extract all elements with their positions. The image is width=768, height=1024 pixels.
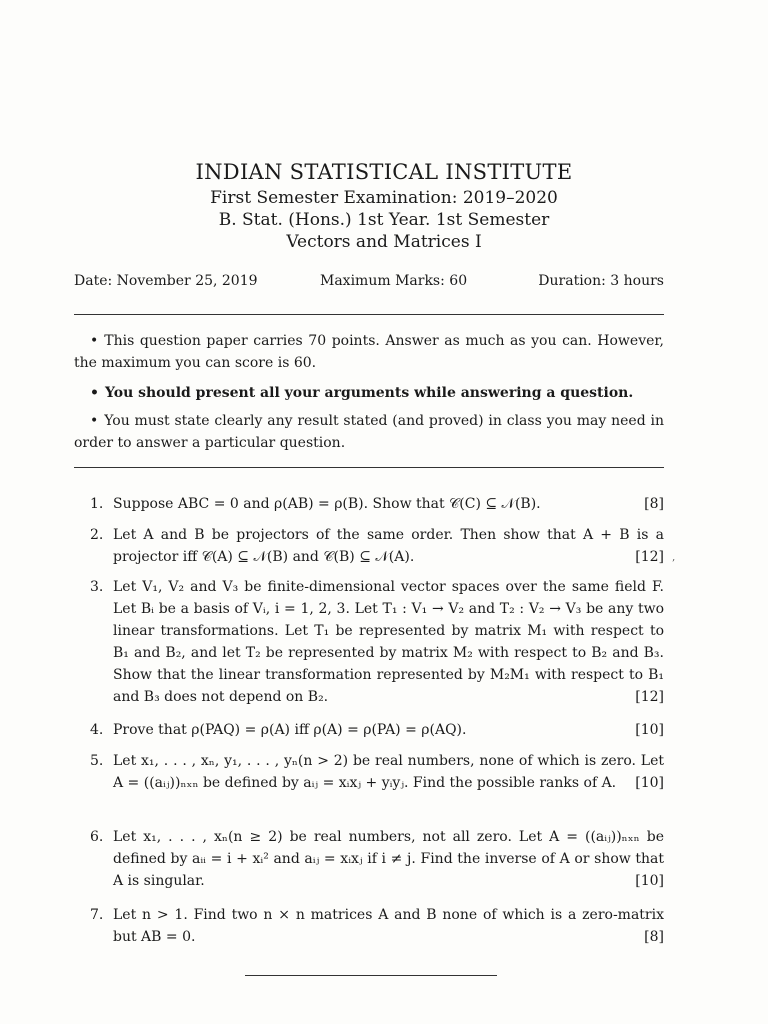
- question-text: Let A and B be projectors of the same order. Then show that A + B is a projector iff 𝒞(A) ⊆ 𝒩(B) and 𝒞(B) ⊆ 𝒩(A).: [113, 527, 664, 565]
- question-number: 6.: [90, 829, 104, 845]
- question-7: [90, 904, 664, 948]
- question-4: [90, 719, 664, 741]
- instruction-text: This question paper carries 70 points. Answer as much as you can. However, the maximum you can score is 60.: [74, 333, 664, 371]
- course-title: B. Stat. (Hons.) 1st Year. 1st Semester: [218, 210, 550, 230]
- question-number: 2.: [90, 527, 104, 543]
- instruction-text: You must state clearly any result stated (and proved) in class you may need in order to answer a particular question.: [74, 413, 664, 451]
- question-text: Let n > 1. Find two n × n matrices A and B none of which is a zero-matrix but AB = 0.: [113, 907, 664, 945]
- question-number: 4.: [90, 722, 104, 738]
- question-5: [90, 750, 664, 794]
- question-6: [90, 826, 664, 892]
- instruction-2: [74, 382, 664, 404]
- question-text: Suppose ABC = 0 and ρ(AB) = ρ(B). Show that 𝒞(C) ⊆ 𝒩(B).: [113, 496, 541, 512]
- subject-title: Vectors and Matrices I: [286, 232, 482, 252]
- instruction-1: [74, 330, 664, 374]
- exam-title: First Semester Examination: 2019–2020: [210, 188, 558, 208]
- question-text: Let x₁, . . . , xₙ(n ≥ 2) be real numbers, not all zero. Let A = ((aᵢⱼ))ₙₓₙ be defined by aᵢᵢ = i + xᵢ² and aᵢⱼ = xᵢxⱼ if i ≠ j. Find the inverse of A or show that A is singular.: [113, 829, 664, 889]
- question-marks: [10]: [635, 722, 664, 738]
- stray-mark: ‚: [672, 552, 676, 563]
- question-marks: [12]: [635, 549, 664, 565]
- question-marks: [12]: [635, 689, 664, 705]
- question-3: [90, 576, 664, 708]
- question-text: Let x₁, . . . , xₙ, y₁, . . . , yₙ(n > 2) be real numbers, none of which is zero. Let A = ((aᵢⱼ))ₙₓₙ be defined by aᵢⱼ = xᵢxⱼ + yᵢyⱼ. Find the possible ranks of A.: [113, 753, 664, 791]
- bullet-icon: •: [90, 413, 99, 429]
- question-number: 5.: [90, 753, 104, 769]
- institute-title: INDIAN STATISTICAL INSTITUTE: [195, 160, 573, 184]
- question-marks: [10]: [635, 775, 664, 791]
- instruction-text: You should present all your arguments while answering a question.: [104, 385, 634, 401]
- question-number: 3.: [90, 579, 104, 595]
- divider-top: [74, 314, 664, 315]
- instruction-3: [74, 410, 664, 454]
- question-marks: [8]: [644, 929, 664, 945]
- question-text: Prove that ρ(PAQ) = ρ(A) iff ρ(A) = ρ(PA) = ρ(AQ).: [113, 722, 467, 738]
- divider-bottom: [74, 467, 664, 468]
- question-text: Let V₁, V₂ and V₃ be finite-dimensional vector spaces over the same field F. Let Bᵢ be a basis of Vᵢ, i = 1, 2, 3. Let T₁ : V₁ → V₂ and T₂ : V₂ → V₃ be any two linear transformations. Let T₁ be represented by matrix M₁ with respect to B₁ and B₂, and let T₂ be represented by matrix M₂ with respect to B₂ and B₃. Show that the linear transformation represented by M₂M₁ with respect to B₁ and B₃ does not depend on B₂.: [113, 579, 664, 705]
- question-number: 7.: [90, 907, 104, 923]
- question-number: 1.: [90, 496, 104, 512]
- end-rule: [245, 975, 497, 976]
- question-marks: [10]: [635, 873, 664, 889]
- bullet-icon: •: [90, 385, 99, 401]
- question-marks: [8]: [644, 496, 664, 512]
- exam-duration: Duration: 3 hours: [538, 273, 664, 289]
- maximum-marks: Maximum Marks: 60: [320, 273, 468, 289]
- question-2: [90, 524, 664, 568]
- question-1: [90, 493, 664, 515]
- exam-date: Date: November 25, 2019: [74, 273, 258, 289]
- bullet-icon: •: [90, 333, 99, 349]
